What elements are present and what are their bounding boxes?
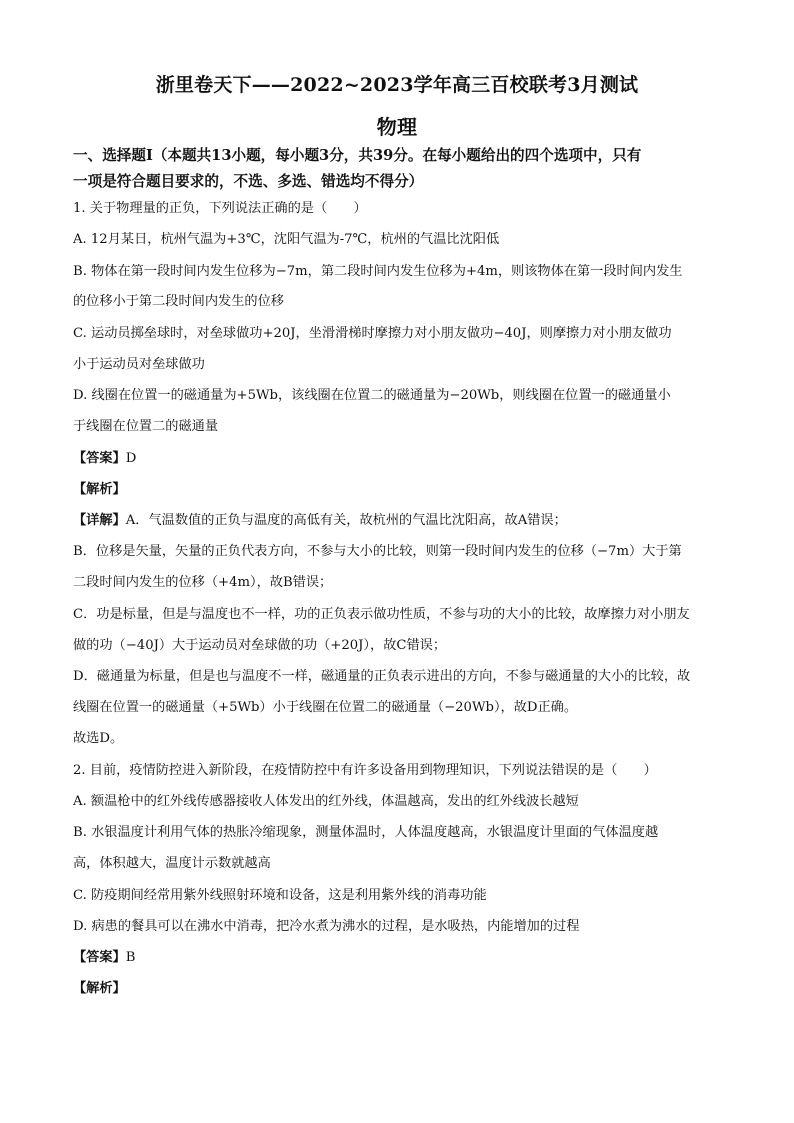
q1-option-c-line-1: C. 运动员掷垒球时，对垒球做功+20J，坐滑滑梯时摩擦力对小朋友做功−40J，则摩擦力对小朋友做功: [73, 326, 672, 341]
q1-detail-a: 【详解】A．气温数值的正负与温度的高低有关，故杭州的气温比沈阳高，故A错误；: [73, 513, 567, 528]
q1-answer-value: D: [125, 451, 137, 466]
q1-option-d-line-1: D. 线圈在位置一的磁通量为+5Wb，该线圈在位置二的磁通量为−20Wb，则线圈在位置一的磁通量小: [73, 388, 671, 403]
q2-answer: [73, 948, 733, 968]
q1-option-b-line-2: 的位移小于第二段时间内发生的位移: [73, 294, 284, 309]
q1-option-a: A. 12月某日，杭州气温为+3℃，沈阳气温为-7℃，杭州的气温比沈阳低: [73, 232, 500, 247]
q2-option-b-line-1: B. 水银温度计利用气体的热胀冷缩现象，测量体温时，人体温度越高，水银温度计里面的气体温度越: [73, 825, 659, 840]
section-heading-line-2: 一项是符合题目要求的，不选、多选、错选均不得分）: [73, 173, 424, 190]
q1-conclusion: 故选D。: [73, 731, 124, 746]
q2-option-c: C. 防疫期间经常用紫外线照射环境和设备，这是利用紫外线的消毒功能: [73, 888, 487, 903]
q2-stem: 2. 目前，疫情防控进入新阶段，在疫情防控中有许多设备用到物理知识，下列说法错误的是（ ）: [73, 763, 657, 778]
q1-detail-d-line-2: 线圈在位置一的磁通量（+5Wb）小于线圈在位置二的磁通量（−20Wb），故D正确。: [73, 700, 578, 715]
q1-stem: 1. 关于物理量的正负，下列说法正确的是（ ）: [73, 201, 367, 216]
q1-answer-label: 【答案】: [73, 451, 126, 466]
q1-detail-b-line-1: B．位移是矢量，矢量的正负代表方向，不参与大小的比较，则第一段时间内发生的位移（−7m）大于第: [73, 544, 682, 559]
q1-detail-b-line-2: 二段时间内发生的位移（+4m），故B错误；: [73, 575, 333, 590]
q1-option-b-line-1: B. 物体在第一段时间内发生位移为−7m，第二段时间内发生位移为+4m，则该物体在第一段时间内发生: [73, 264, 683, 279]
q1-option-d-line-2: 于线圈在位置二的磁通量: [73, 419, 219, 434]
q1-detail-label: 【详解】: [73, 513, 126, 528]
q1-detail-d-line-1: D．磁通量为标量，但是也与温度不一样，磁通量的正负表示进出的方向，不参与磁通量的大小的比较，故: [73, 669, 691, 684]
q1-option-c-line-2: 小于运动员对垒球做功: [73, 357, 205, 372]
q2-answer-label: 【答案】: [73, 950, 126, 965]
q2-option-d: D. 病患的餐具可以在沸水中消毒，把冷水煮为沸水的过程，是水吸热，内能增加的过程: [73, 919, 580, 934]
q2-answer-value: B: [125, 950, 136, 965]
document-title: 浙里卷天下——2022~2023学年高三百校联考3月测试: [155, 74, 639, 96]
q1-analysis-label: 【解析】: [73, 482, 126, 497]
q2-option-a: A. 额温枪中的红外线传感器接收人体发出的红外线，体温越高，发出的红外线波长越短: [73, 794, 579, 809]
q1-answer: [73, 449, 733, 469]
q2-analysis-label: 【解析】: [73, 981, 126, 996]
q1-detail-c-line-1: C．功是标量，但是与温度也不一样，功的正负表示做功性质，不参与功的大小的比较，故摩擦力对小朋友: [73, 607, 690, 622]
q2-option-b-line-2: 高，体积越大，温度计示数就越高: [73, 856, 271, 871]
subject-title: 物理: [376, 115, 418, 139]
q1-detail-c-line-2: 做的功（−40J）大于运动员对垒球做的功（+20J），故C错误；: [73, 638, 447, 653]
section-heading-line-1: 一、选择题Ⅰ（本题共13小题，每小题3分，共39分。在每小题给出的四个选项中，只有: [73, 147, 642, 164]
